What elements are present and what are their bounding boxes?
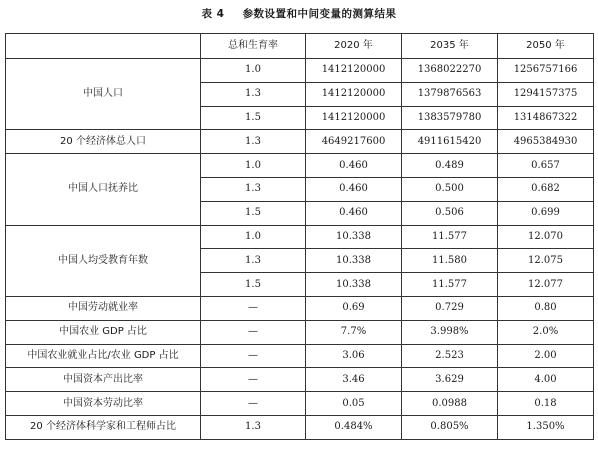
table-caption bbox=[0, 6, 598, 21]
table-body bbox=[6, 59, 594, 440]
fertility-rate-cell: 1.3 bbox=[201, 415, 306, 439]
table-title: 参数设置和中间变量的测算结果 bbox=[242, 8, 397, 20]
row-label: 中国资本产出比率 bbox=[6, 368, 201, 392]
row-label: 中国农业就业占比/农业 GDP 占比 bbox=[6, 344, 201, 368]
value-2020-cell: 4649217600 bbox=[306, 130, 402, 154]
table-row bbox=[6, 59, 594, 83]
fertility-rate-cell: 1.5 bbox=[201, 201, 306, 225]
fertility-rate-cell: — bbox=[201, 320, 306, 344]
value-2050-cell: 0.18 bbox=[498, 392, 594, 416]
value-2035-cell: 0.506 bbox=[402, 201, 498, 225]
table-row bbox=[6, 415, 594, 439]
header-2035: 2035 年 bbox=[402, 34, 498, 59]
fertility-rate-cell: — bbox=[201, 344, 306, 368]
table-row bbox=[6, 368, 594, 392]
value-2035-cell: 11.577 bbox=[402, 273, 498, 297]
fertility-rate-cell: 1.5 bbox=[201, 273, 306, 297]
value-2050-cell: 0.80 bbox=[498, 296, 594, 320]
row-label: 中国资本劳动比率 bbox=[6, 392, 201, 416]
header-fertility-rate: 总和生育率 bbox=[201, 34, 306, 59]
value-2035-cell: 1379876563 bbox=[402, 82, 498, 106]
value-2020-cell: 0.460 bbox=[306, 177, 402, 201]
table-row bbox=[6, 296, 594, 320]
value-2050-cell: 12.070 bbox=[498, 225, 594, 249]
table-row bbox=[6, 344, 594, 368]
value-2050-cell: 1256757166 bbox=[498, 59, 594, 83]
value-2050-cell: 0.657 bbox=[498, 154, 594, 178]
value-2020-cell: 3.46 bbox=[306, 368, 402, 392]
header-2050: 2050 年 bbox=[498, 34, 594, 59]
value-2050-cell: 1294157375 bbox=[498, 82, 594, 106]
fertility-rate-cell: 1.3 bbox=[201, 177, 306, 201]
value-2050-cell: 4.00 bbox=[498, 368, 594, 392]
value-2020-cell: 0.460 bbox=[306, 201, 402, 225]
fertility-rate-cell: 1.3 bbox=[201, 249, 306, 273]
value-2050-cell: 12.075 bbox=[498, 249, 594, 273]
value-2035-cell: 0.0988 bbox=[402, 392, 498, 416]
value-2035-cell: 2.523 bbox=[402, 344, 498, 368]
value-2020-cell: 1412120000 bbox=[306, 82, 402, 106]
value-2050-cell: 2.00 bbox=[498, 344, 594, 368]
value-2020-cell: 0.460 bbox=[306, 154, 402, 178]
fertility-rate-cell: 1.0 bbox=[201, 154, 306, 178]
table-row bbox=[6, 392, 594, 416]
value-2020-cell: 7.7% bbox=[306, 320, 402, 344]
value-2020-cell: 10.338 bbox=[306, 249, 402, 273]
row-label: 中国农业 GDP 占比 bbox=[6, 320, 201, 344]
value-2035-cell: 0.729 bbox=[402, 296, 498, 320]
row-label: 中国劳动就业率 bbox=[6, 296, 201, 320]
row-label: 中国人均受教育年数 bbox=[6, 225, 201, 296]
value-2050-cell: 1314867322 bbox=[498, 106, 594, 130]
value-2035-cell: 0.805% bbox=[402, 415, 498, 439]
table-row bbox=[6, 130, 594, 154]
fertility-rate-cell: 1.0 bbox=[201, 225, 306, 249]
value-2035-cell: 1368022270 bbox=[402, 59, 498, 83]
value-2035-cell: 0.500 bbox=[402, 177, 498, 201]
results-table bbox=[5, 33, 594, 440]
header-blank bbox=[6, 34, 201, 59]
fertility-rate-cell: — bbox=[201, 296, 306, 320]
value-2020-cell: 0.484% bbox=[306, 415, 402, 439]
value-2020-cell: 0.69 bbox=[306, 296, 402, 320]
value-2020-cell: 3.06 bbox=[306, 344, 402, 368]
row-label: 20 个经济体科学家和工程师占比 bbox=[6, 415, 201, 439]
table-number: 表 4 bbox=[201, 8, 225, 20]
fertility-rate-cell: 1.3 bbox=[201, 130, 306, 154]
value-2050-cell: 1.350% bbox=[498, 415, 594, 439]
value-2035-cell: 11.577 bbox=[402, 225, 498, 249]
value-2050-cell: 0.682 bbox=[498, 177, 594, 201]
value-2050-cell: 12.077 bbox=[498, 273, 594, 297]
fertility-rate-cell: — bbox=[201, 392, 306, 416]
value-2035-cell: 3.629 bbox=[402, 368, 498, 392]
value-2050-cell: 2.0% bbox=[498, 320, 594, 344]
value-2035-cell: 0.489 bbox=[402, 154, 498, 178]
fertility-rate-cell: — bbox=[201, 368, 306, 392]
value-2050-cell: 0.699 bbox=[498, 201, 594, 225]
header-2020: 2020 年 bbox=[306, 34, 402, 59]
value-2020-cell: 0.05 bbox=[306, 392, 402, 416]
header-row bbox=[6, 34, 594, 59]
value-2020-cell: 10.338 bbox=[306, 273, 402, 297]
row-label: 中国人口 bbox=[6, 59, 201, 130]
fertility-rate-cell: 1.3 bbox=[201, 82, 306, 106]
row-label: 中国人口抚养比 bbox=[6, 154, 201, 225]
fertility-rate-cell: 1.5 bbox=[201, 106, 306, 130]
value-2035-cell: 4911615420 bbox=[402, 130, 498, 154]
row-label: 20 个经济体总人口 bbox=[6, 130, 201, 154]
value-2035-cell: 1383579780 bbox=[402, 106, 498, 130]
value-2035-cell: 3.998% bbox=[402, 320, 498, 344]
value-2035-cell: 11.580 bbox=[402, 249, 498, 273]
value-2050-cell: 4965384930 bbox=[498, 130, 594, 154]
table-row bbox=[6, 154, 594, 178]
value-2020-cell: 10.338 bbox=[306, 225, 402, 249]
value-2020-cell: 1412120000 bbox=[306, 106, 402, 130]
value-2020-cell: 1412120000 bbox=[306, 59, 402, 83]
table-row bbox=[6, 320, 594, 344]
fertility-rate-cell: 1.0 bbox=[201, 59, 306, 83]
table-row bbox=[6, 225, 594, 249]
